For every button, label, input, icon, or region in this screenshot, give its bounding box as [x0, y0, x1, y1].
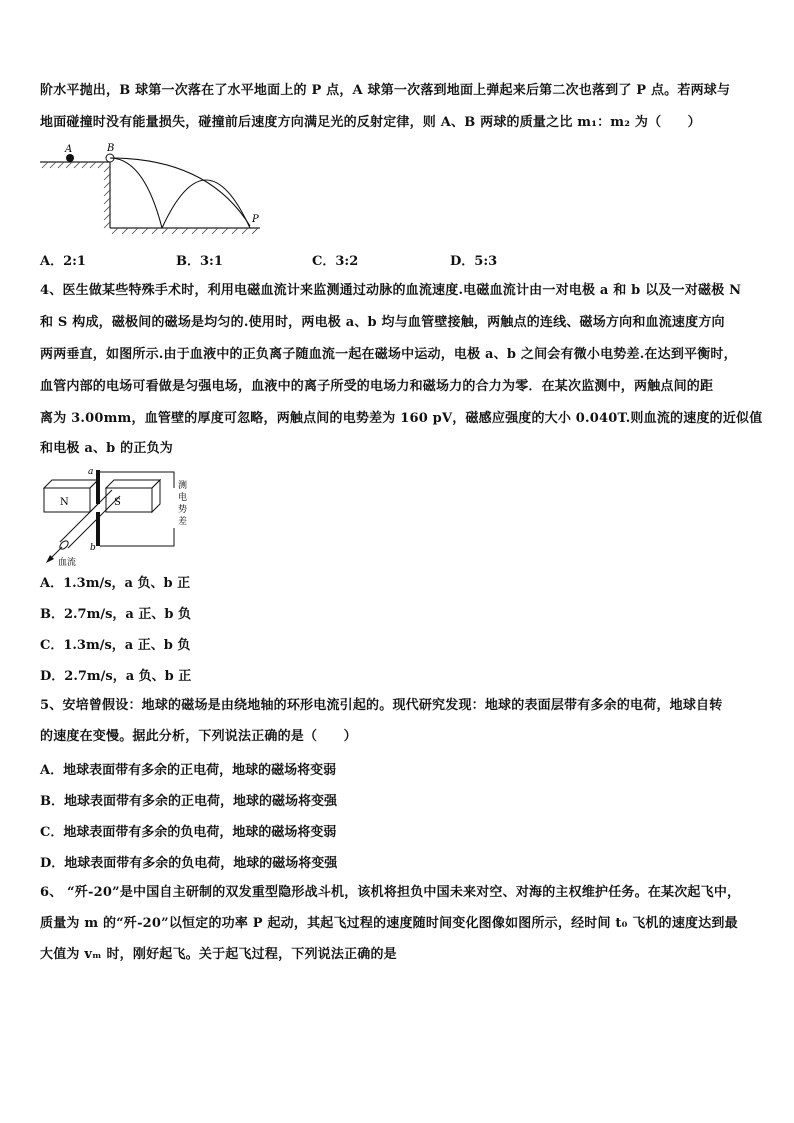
label-measure-2: 电: [178, 493, 188, 503]
q5-text-line-2: 的速度在变慢。据此分析，下列说法正确的是（ ）: [40, 729, 357, 744]
label-blood-flow: 血流: [58, 558, 77, 568]
label-b: B: [107, 143, 115, 154]
trajectory-a-first: [110, 158, 162, 228]
q4-choice-d[interactable]: D．2.7m/s，a 负、b 正: [40, 669, 192, 684]
label-s: S: [114, 497, 121, 508]
q3-text-line-2: 地面碰撞时没有能量损失，碰撞前后速度方向满足光的反射定律，则 A、B 两球的质量之比 m₁：m₂ 为（ ）: [40, 115, 701, 130]
q6-text-line-3: 大值为 vₘ 时，刚好起飞。关于起飞过程，下列说法正确的是: [40, 947, 397, 962]
q4-text-line-6: 和电极 a、b 的正负为: [40, 441, 173, 456]
q4-text-line-5: 离为 3.00mm，血管壁的厚度可忽略，两触点间的电势差为 160 pV，磁感应强度的大小 0.040T.则血流的速度的近似值: [40, 411, 763, 426]
q4-text-line-4: 血管内部的电场可看做是匀强电场，血液中的离子所受的电场力和磁场力的合力为零．在某次监测中，两触点间的距: [40, 379, 714, 394]
label-a: A: [65, 144, 73, 155]
trajectory-a-bounce: [162, 180, 250, 228]
q3-choice-a[interactable]: A．2:1: [40, 254, 86, 269]
magnet-n: [44, 480, 98, 512]
q5-choice-c[interactable]: C．地球表面带有多余的负电荷，地球的磁场将变弱: [40, 825, 337, 840]
q3-choice-b[interactable]: B．3:1: [176, 254, 223, 269]
q5-choice-a[interactable]: A．地球表面带有多余的正电荷，地球的磁场将变弱: [40, 763, 337, 778]
q5-choice-d[interactable]: D．地球表面带有多余的负电荷，地球的磁场将变强: [40, 856, 338, 871]
wall-hatching: [104, 166, 110, 228]
label-electrode-b: b: [90, 543, 96, 553]
ground-hatching: [112, 228, 258, 234]
label-measure-3: 势: [178, 505, 188, 515]
label-measure-4: 差: [178, 517, 188, 527]
q6-text-line-2: 质量为 m 的“歼-20”以恒定的功率 P 起动，其起飞过程的速度随时间变化图像如图所示，经时间 t₀ 飞机的速度达到最: [40, 916, 738, 931]
label-n: N: [60, 497, 69, 508]
q6-text-line-1: 6、 “歼-20”是中国自主研制的双发重型隐形战斗机，该机将担负中国未来对空、对海的主权维护任务。在某次起飞中，: [40, 885, 741, 900]
ball-a: [66, 154, 74, 162]
label-measure-1: 测: [178, 481, 188, 491]
trajectory-b: [110, 158, 250, 226]
q4-choice-c[interactable]: C．1.3m/s，a 正、b 负: [40, 638, 191, 653]
q5-choice-b[interactable]: B．地球表面带有多余的正电荷，地球的磁场将变强: [40, 794, 337, 809]
q4-choice-a[interactable]: A．1.3m/s，a 负、b 正: [40, 576, 191, 591]
q3-text-line-1: 阶水平抛出，B 球第一次落在了水平地面上的 P 点，A 球第一次落到地面上弹起来后第二次也落到了 P 点。若两球与: [40, 83, 731, 98]
q4-text-line-1: 4、医生做某些特殊手术时，利用电磁血流计来监测通过动脉的血流速度.电磁血流计由一对电极 a 和 b 以及一对磁极 N: [40, 283, 742, 298]
q3-projectile-figure: [38, 142, 268, 238]
electrode-a: [96, 470, 100, 504]
ledge-hatching: [42, 162, 104, 168]
q4-choice-b[interactable]: B．2.7m/s，a 正、b 负: [40, 607, 191, 622]
wire-bottom: [100, 528, 174, 546]
q5-text-line-1: 5、安培曾假设：地球的磁场是由绕地轴的环形电流引起的。现代研究发现：地球的表面层带有多余的电荷，地球自转: [40, 698, 723, 713]
q4-blood-flow-meter-figure: [40, 466, 200, 568]
q3-choice-c[interactable]: C．3:2: [312, 254, 359, 269]
q4-text-line-3: 两两垂直，如图所示.由于血液中的正负离子随血流一起在磁场中运动，电极 a、b 之间会有微小电势差.在达到平衡时，: [40, 347, 737, 362]
q4-text-line-2: 和 S 构成，磁极间的磁场是均匀的.使用时，两电极 a、b 均与血管壁接触，两触点的连线、磁场方向和血流速度方向: [40, 315, 725, 330]
label-electrode-a: a: [88, 467, 94, 477]
label-p: P: [252, 214, 259, 225]
q3-choice-d[interactable]: D．5:3: [450, 254, 498, 269]
